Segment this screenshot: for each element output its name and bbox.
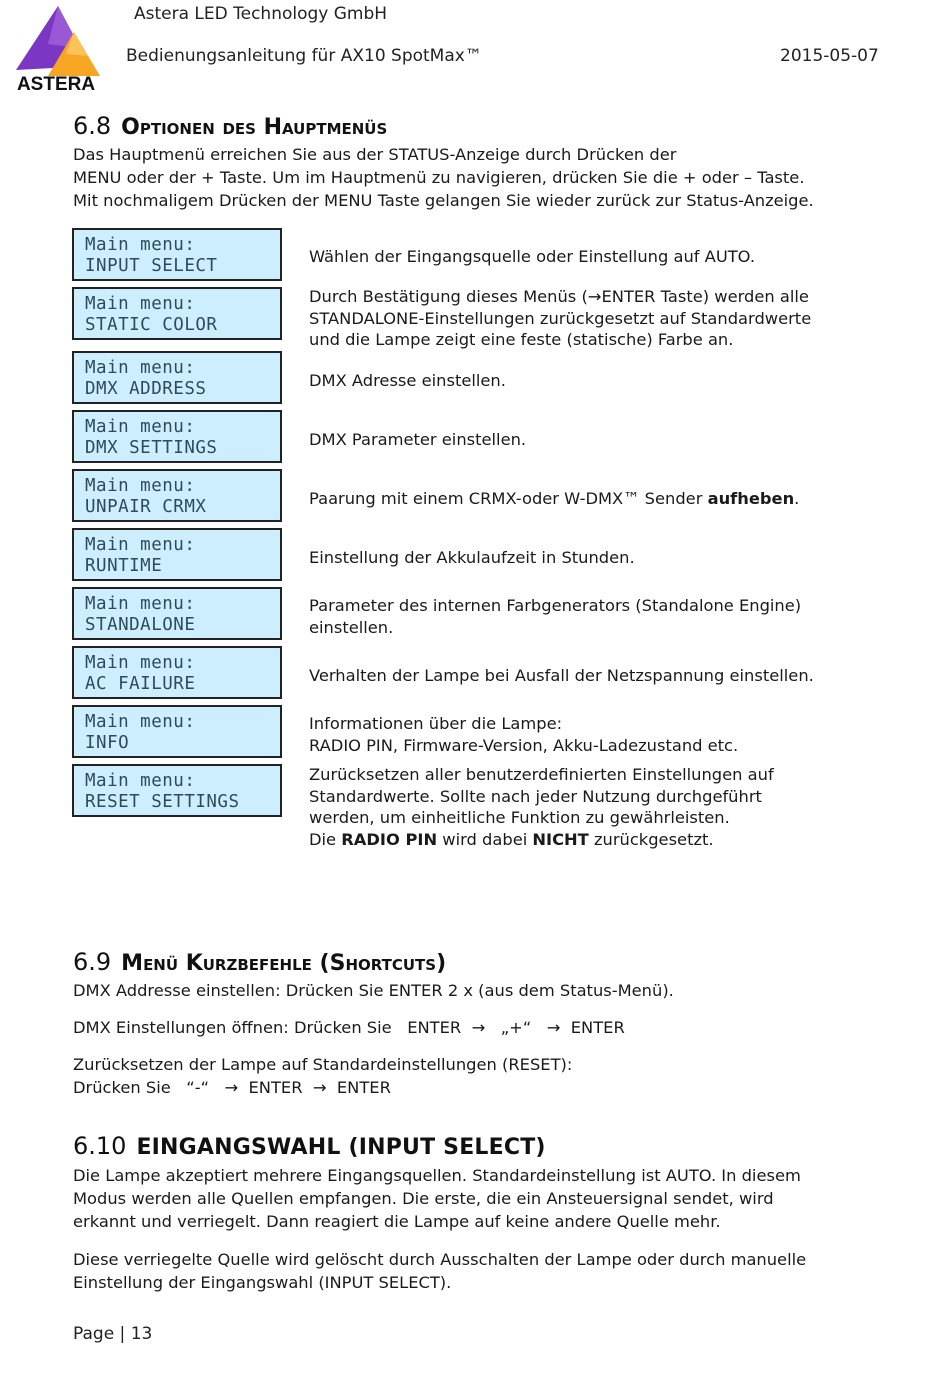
menu-desc-input-select: Wählen der Eingangsquelle oder Einstellung auf AUTO.: [309, 247, 756, 266]
section-6-8-intro: [73, 143, 853, 212]
lcd-menu-static-color: Main menu: STATIC COLOR: [72, 287, 282, 340]
section-number: 6.9: [73, 948, 112, 976]
lcd-menu-info: Main menu: INFO: [72, 705, 282, 758]
logo-text: ASTERA: [16, 74, 96, 94]
lcd-menu-standalone: Main menu: STANDALONE: [72, 587, 282, 640]
document-date: 2015-05-07: [780, 46, 879, 66]
menu-desc-dmx-address: DMX Adresse einstellen.: [309, 371, 506, 390]
intro-line: Das Hauptmenü erreichen Sie aus der STATUS-Anzeige durch Drücken der: [73, 145, 677, 164]
lcd-menu-reset-settings: Main menu: RESET SETTINGS: [72, 764, 282, 817]
company-name: Astera LED Technology GmbH: [134, 4, 388, 24]
section-title: Menü Kurzbefehle (Shortcuts): [121, 951, 447, 976]
section-number: 6.10: [73, 1132, 127, 1160]
lcd-menu-dmx-address: Main menu: DMX ADDRESS: [72, 351, 282, 404]
shortcut-line: DMX Addresse einstellen: Drücken Sie ENTER 2 x (aus dem Status-Menü).: [73, 981, 674, 1000]
intro-line: Mit nochmaligem Drücken der MENU Taste gelangen Sie wieder zurück zur Status-Anzeige.: [73, 191, 814, 210]
lcd-menu-dmx-settings: Main menu: DMX SETTINGS: [72, 410, 282, 463]
menu-desc-runtime: Einstellung der Akkulaufzeit in Stunden.: [309, 548, 635, 567]
menu-desc-unpair-crmx: Paarung mit einem CRMX-oder W-DMX™ Sender aufheben.: [309, 489, 800, 508]
lcd-menu-unpair-crmx: Main menu: UNPAIR CRMX: [72, 469, 282, 522]
section-6-8-heading: [73, 112, 387, 140]
shortcut-line: Zurücksetzen der Lampe auf Standardeinstellungen (RESET):: [73, 1055, 573, 1074]
document-subtitle: Bedienungsanleitung für AX10 SpotMax™: [126, 46, 482, 66]
menu-desc-standalone: Parameter des internen Farbgenerators (Standalone Engine) einstellen.: [309, 596, 802, 637]
section-title: EINGANGSWAHL (INPUT SELECT): [136, 1135, 546, 1160]
intro-line: MENU oder der + Taste. Um im Hauptmenü zu navigieren, drücken Sie die + oder – Taste.: [73, 168, 805, 187]
page-number: Page | 13: [73, 1324, 153, 1344]
menu-desc-dmx-settings: DMX Parameter einstellen.: [309, 430, 527, 449]
section-6-10-heading: [73, 1132, 546, 1160]
shortcut-line: Drücken Sie “-“ → ENTER → ENTER: [73, 1078, 391, 1097]
astera-logo: [8, 4, 104, 94]
lcd-menu-input-select: Main menu: INPUT SELECT: [72, 228, 282, 281]
section-number: 6.8: [73, 112, 112, 140]
lcd-menu-ac-failure: Main menu: AC FAILURE: [72, 646, 282, 699]
shortcut-line: DMX Einstellungen öffnen: Drücken Sie ENTER → „+“ → ENTER: [73, 1018, 625, 1037]
section-6-10-para-1: Die Lampe akzeptiert mehrere Eingangsquellen. Standardeinstellung ist AUTO. In diesem Modus werden alle Quellen empfangen. Die erste, die ein Ansteuersignal sendet, wird erkannt und verriegelt. Dann reagiert die Lampe auf keine andere Quelle mehr.: [73, 1166, 801, 1231]
menu-desc-ac-failure: Verhalten der Lampe bei Ausfall der Netzspannung einstellen.: [309, 666, 814, 685]
section-6-9-heading: [73, 948, 446, 976]
section-6-10-para-2: Diese verriegelte Quelle wird gelöscht durch Ausschalten der Lampe oder durch manuelle Einstellung der Eingangswahl (INPUT SELECT).: [73, 1250, 807, 1292]
menu-desc-static-color: Durch Bestätigung dieses Menüs (→ENTER Taste) werden alle STANDALONE-Einstellungen zurückgesetzt auf Standardwerte und die Lampe zeigt eine feste (statische) Farbe an.: [309, 287, 812, 349]
section-title: Optionen des Hauptmenüs: [121, 115, 388, 140]
menu-desc-info: Informationen über die Lampe: RADIO PIN, Firmware-Version, Akku-Ladezustand etc.: [309, 714, 739, 755]
menu-desc-reset-settings: Zurücksetzen aller benutzerdefinierten Einstellungen auf Standardwerte. Sollte nach jeder Nutzung durchgeführt werden, um einheitliche Funktion zu gewährleisten. Die RADIO PIN wird dabei NICHT zurückgesetzt.: [309, 765, 774, 849]
lcd-menu-runtime: Main menu: RUNTIME: [72, 528, 282, 581]
